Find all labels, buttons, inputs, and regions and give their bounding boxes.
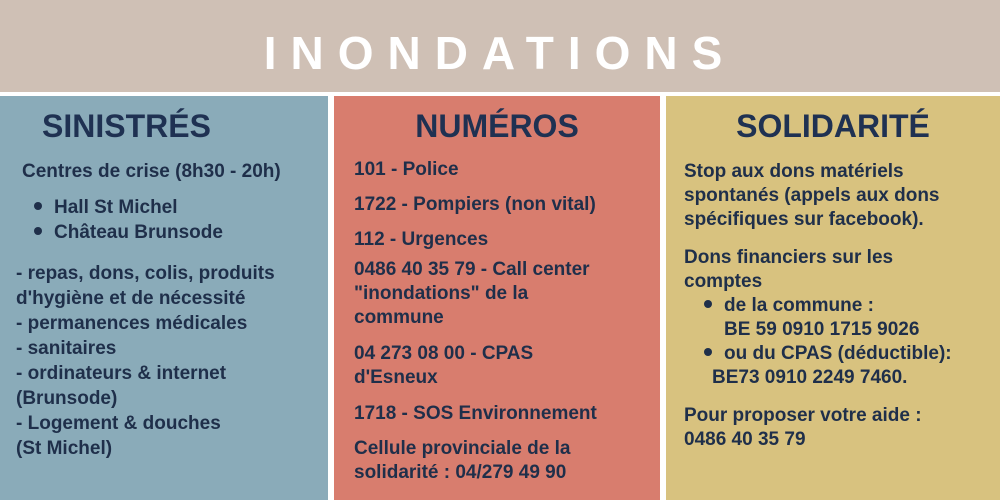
phone-number-detail: d'Esneux (354, 367, 438, 388)
service-line: - ordinateurs & internet (16, 363, 227, 384)
crisis-centers-heading: Centres de crise (8h30 - 20h) (22, 161, 281, 182)
bank-account: BE73 0910 2249 7460. (712, 367, 908, 388)
phone-number: 04 273 08 00 - CPAS (354, 343, 534, 364)
phone-number: 0486 40 35 79 - Call center (354, 259, 590, 280)
service-line: d'hygiène et de nécessité (16, 288, 246, 309)
service-line: - Logement & douches (16, 413, 221, 434)
bank-account: BE 59 0910 1715 9026 (724, 319, 920, 340)
column-title: NUMÉROS (415, 108, 579, 144)
paragraph-line: Dons financiers sur les (684, 247, 894, 268)
phone-number: 1722 - Pompiers (non vital) (354, 194, 596, 215)
list-item: ou du CPAS (déductible): (704, 342, 952, 366)
list-item: de la commune : (704, 294, 874, 318)
column-numeros (334, 96, 660, 500)
paragraph-line: spontanés (appels aux dons (684, 185, 940, 206)
bullet-icon (704, 300, 712, 308)
contact-number: 0486 40 35 79 (684, 429, 806, 450)
column-sinistres (0, 96, 328, 500)
phone-number: Cellule provinciale de la (354, 438, 571, 459)
phone-number: 1718 - SOS Environnement (354, 403, 597, 424)
service-line: (Brunsode) (16, 388, 118, 409)
paragraph-line: spécifiques sur facebook). (684, 209, 924, 230)
phone-number: 101 - Police (354, 159, 459, 180)
paragraph-line: comptes (684, 271, 763, 292)
phone-number-detail: solidarité : 04/279 49 90 (354, 462, 567, 483)
service-line: - permanences médicales (16, 313, 248, 334)
service-line: - sanitaires (16, 338, 117, 359)
list-item: Château Brunsode (34, 221, 223, 245)
service-line: (St Michel) (16, 438, 113, 459)
paragraph-line: Pour proposer votre aide : (684, 405, 922, 426)
column-title: SOLIDARITÉ (736, 108, 930, 144)
bullet-icon (34, 202, 42, 210)
page-title: INONDATIONS (263, 27, 737, 79)
phone-number-detail: "inondations" de la (354, 283, 529, 304)
list-item: Hall St Michel (34, 196, 178, 220)
bullet-icon (704, 348, 712, 356)
phone-number: 112 - Urgences (354, 229, 489, 250)
phone-number-detail: commune (354, 307, 444, 328)
service-line: - repas, dons, colis, produits (16, 263, 275, 284)
header-banner (0, 0, 1000, 92)
column-title: SINISTRÉS (42, 108, 211, 144)
paragraph-line: Stop aux dons matériels (684, 161, 904, 182)
column-solidarite (666, 96, 1000, 500)
bullet-icon (34, 227, 42, 235)
